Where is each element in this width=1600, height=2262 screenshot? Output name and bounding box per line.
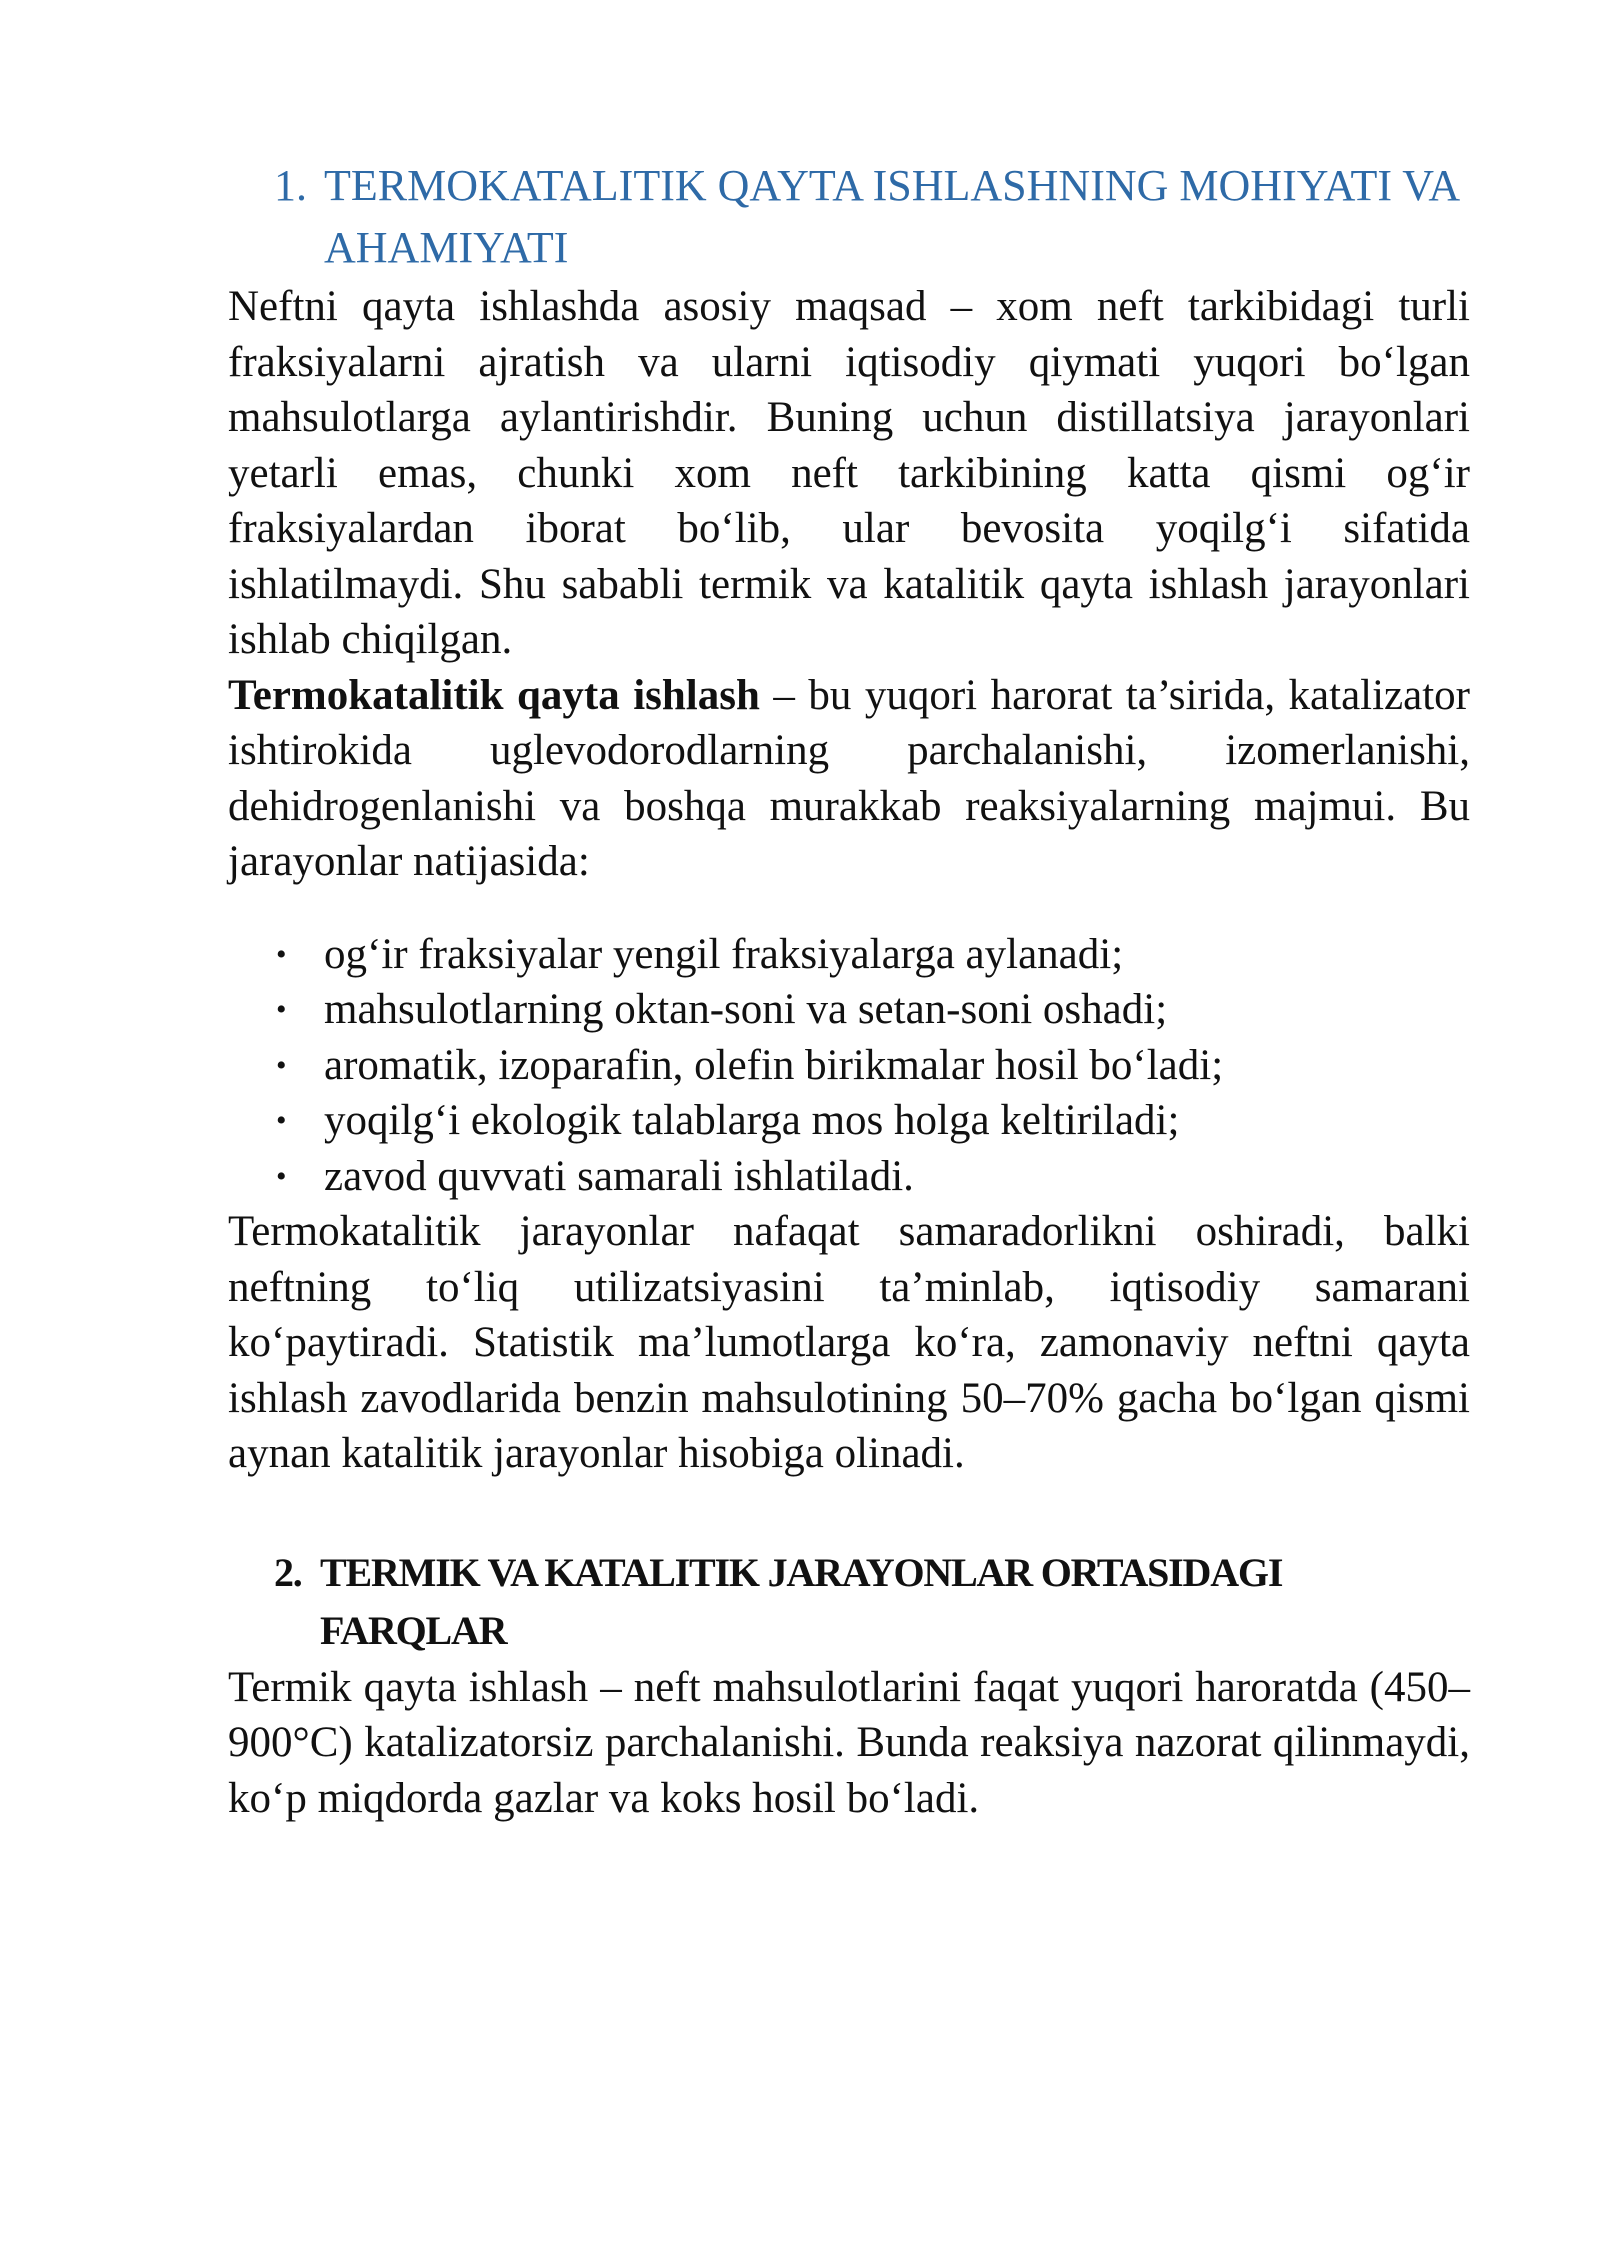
paragraph-efficiency: Termokatalitik jarayonlar nafaqat samaradorlikni oshiradi, balki neftning to‘liq utilizatsiyasini ta’minlab, iqtisodiy samarani ko‘paytiradi. Statistik ma’lumotlarga ko‘ra, zamonaviy neftni qayta ishlash zavodlarida benzin mahsulotining 50–70% gacha bo‘lgan qismi aynan katalitik jarayonlar hisobiga olinadi. <box>228 1208 1470 1477</box>
bullet-icon: • <box>276 1104 287 1137</box>
list-item-text: mahsulotlarning oktan-soni va setan-soni oshadi; <box>324 986 1168 1033</box>
results-list <box>228 927 1470 1205</box>
list-item <box>228 1038 1470 1094</box>
list-item <box>228 1093 1470 1149</box>
page-content <box>228 155 1470 1826</box>
paragraph-intro: Neftni qayta ishlashda asosiy maqsad – xom neft tarkibidagi turli fraksiyalarni ajratish va ularni iqtisodiy qiymati yuqori bo‘lgan mahsulotlarga aylantirishdir. Buning uchun distillatsiya jarayonlari yetarli emas, chunki xom neft tarkibining katta qismi og‘ir fraksiyalardan iborat bo‘lib, ular bevosita yoqilg‘i sifatida ishlatilmaydi. Shu sababli termik va katalitik qayta ishlash jarayonlari ishlab chiqilgan. <box>228 283 1470 663</box>
section-1-heading <box>228 155 1484 279</box>
paragraph-thermal: Termik qayta ishlash – neft mahsulotlarini faqat yuqori haroratda (450–900°C) katalizatorsiz parchalanishi. Bunda reaksiya nazorat qilinmaydi, ko‘p miqdorda gazlar va koks hosil bo‘ladi. <box>228 1663 1470 1822</box>
section-1-title: TERMOKATALITIK QAYTA ISHLASHNING MOHIYATI VA AHAMIYATI <box>324 161 1458 272</box>
definition-term: Termokatalitik qayta ishlash <box>228 671 760 719</box>
bullet-icon: • <box>276 937 287 971</box>
bullet-icon: • <box>276 1048 287 1082</box>
list-item-text: og‘ir fraksiyalar yengil fraksiyalarga aylanadi; <box>324 930 1124 978</box>
section-1-number: 1. <box>274 161 307 210</box>
bullet-icon: • <box>276 993 287 1026</box>
list-item-text: zavod quvvati samarali ishlatiladi. <box>324 1152 914 1200</box>
list-item-text: yoqilg‘i ekologik talablarga mos holga keltiriladi; <box>324 1097 1180 1144</box>
list-item <box>228 982 1470 1038</box>
bullet-icon: • <box>276 1159 287 1193</box>
list-item <box>228 927 1470 983</box>
section-2-heading <box>228 1544 1424 1660</box>
section-2-title: TERMIK VA KATALITIK JARAYONLAR ORTASIDAGI FARQLAR <box>320 1549 1283 1653</box>
section-2-number: 2. <box>274 1549 302 1595</box>
definition-text: – bu yuqori harorat ta’sirida, katalizator ishtirokida uglevodorodlarning parchalanishi, izomerlanishi, dehidrogenlanishi va boshqa murakkab reaksiyalarning majmui. Bu jarayonlar natijasida: <box>228 671 1470 885</box>
list-item <box>228 1149 1470 1205</box>
paragraph-definition <box>228 668 1470 890</box>
list-item-text: aromatik, izoparafin, olefin birikmalar hosil bo‘ladi; <box>324 1041 1224 1089</box>
